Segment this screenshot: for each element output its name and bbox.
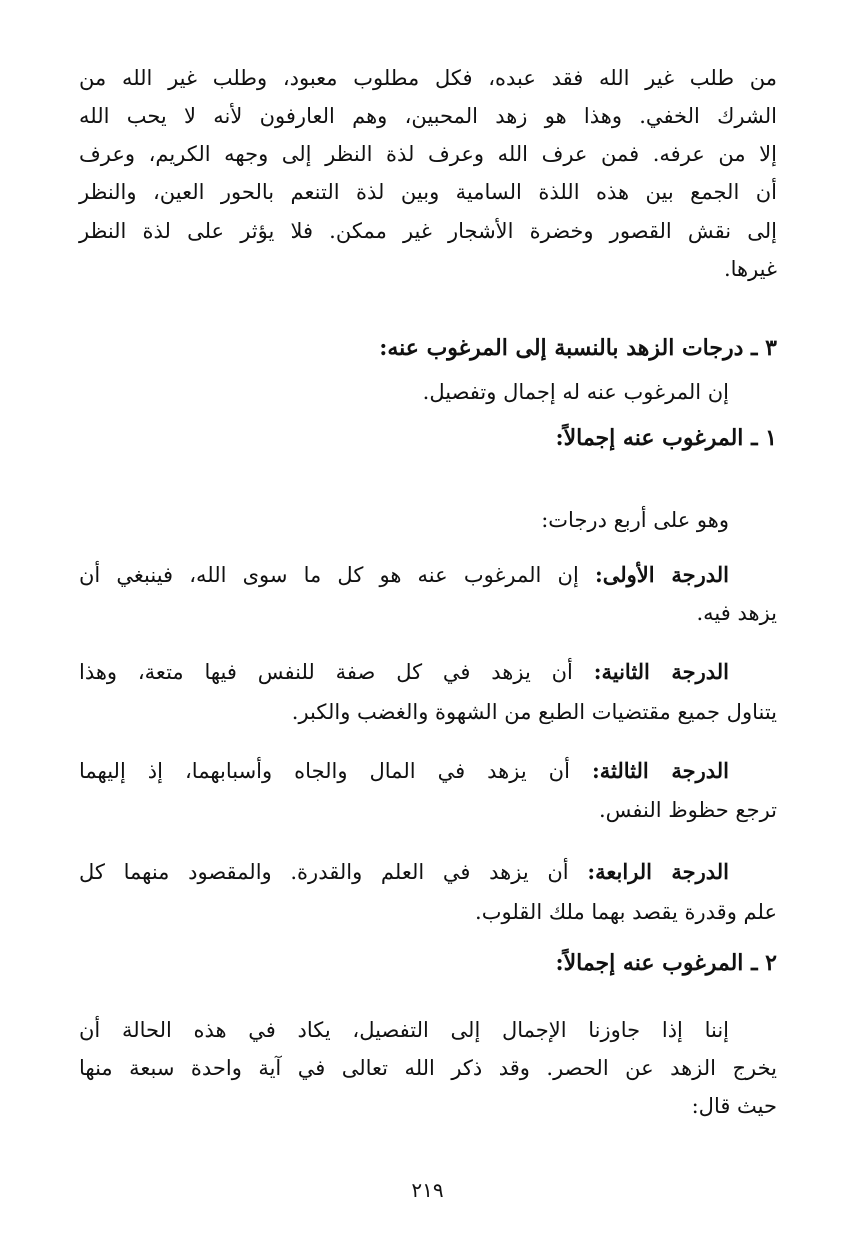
degree-label: الدرجة الأولى: [594, 562, 729, 587]
section-intro: إن المرغوب عنه له إجمال وتفصيل. [422, 380, 729, 404]
text-line: الشرك الخفي. وهذا هو زهد المحبين، وهم العارفون لأنه لا يحب الله [79, 104, 777, 128]
text-line: غيرها. [723, 257, 777, 281]
degree-line [79, 657, 777, 687]
text-line: إننا إذا جاوزنا الإجمال إلى التفصيل، يكاد في هذه الحالة أن [79, 1018, 729, 1042]
degree-text: أن يزهد في العلم والقدرة. والمقصود منهما كل [79, 860, 569, 884]
degree-label: الدرجة الثالثة: [591, 758, 729, 783]
degree-line: علم وقدرة يقصد بهما ملك القلوب. [475, 900, 777, 924]
section-heading: ٣ ـ درجات الزهد بالنسبة إلى المرغوب عنه: [379, 335, 777, 361]
subsection-heading: ١ ـ المرغوب عنه إجمالاً: [555, 425, 777, 451]
degree-text: إن المرغوب عنه هو كل ما سوى الله، فينبغي أن [79, 563, 579, 587]
page-number: ٢١٩ [411, 1178, 444, 1202]
text-line: إلى نقش القصور وخضرة الأشجار غير ممكن. فلا يؤثر على لذة النظر [79, 219, 777, 243]
degree-line: يتناول جميع مقتضيات الطبع من الشهوة والغضب والكبر. [291, 700, 777, 724]
degree-line [79, 756, 777, 786]
degree-line [79, 560, 777, 590]
text-line: حيث قال: [691, 1094, 777, 1118]
text-line: من طلب غير الله فقد عبده، فكل مطلوب معبود، وطلب غير الله من [79, 66, 777, 90]
subsection-intro: وهو على أربع درجات: [541, 508, 729, 532]
text-line: يخرج الزهد عن الحصر. وقد ذكر الله تعالى في آية واحدة سبعة منها [79, 1056, 777, 1080]
degree-label: الدرجة الرابعة: [587, 859, 729, 884]
text-line: إلا من عرفه. فمن عرف الله وعرف لذة النظر إلى وجهه الكريم، وعرف [79, 142, 777, 166]
degree-text: أن يزهد في المال والجاه وأسبابهما، إذ إليهما [79, 759, 570, 783]
degree-text: أن يزهد في كل صفة للنفس فيها متعة، وهذا [79, 660, 573, 684]
degree-line: ترجع حظوظ النفس. [598, 798, 777, 822]
text-line: أن الجمع بين هذه اللذة السامية وبين لذة التنعم بالحور العين، والنظر [79, 180, 777, 204]
subsection-heading: ٢ ـ المرغوب عنه إجمالاً: [555, 950, 777, 976]
degree-line: يزهد فيه. [696, 601, 777, 625]
degree-label: الدرجة الثانية: [593, 659, 729, 684]
degree-line [79, 857, 777, 887]
